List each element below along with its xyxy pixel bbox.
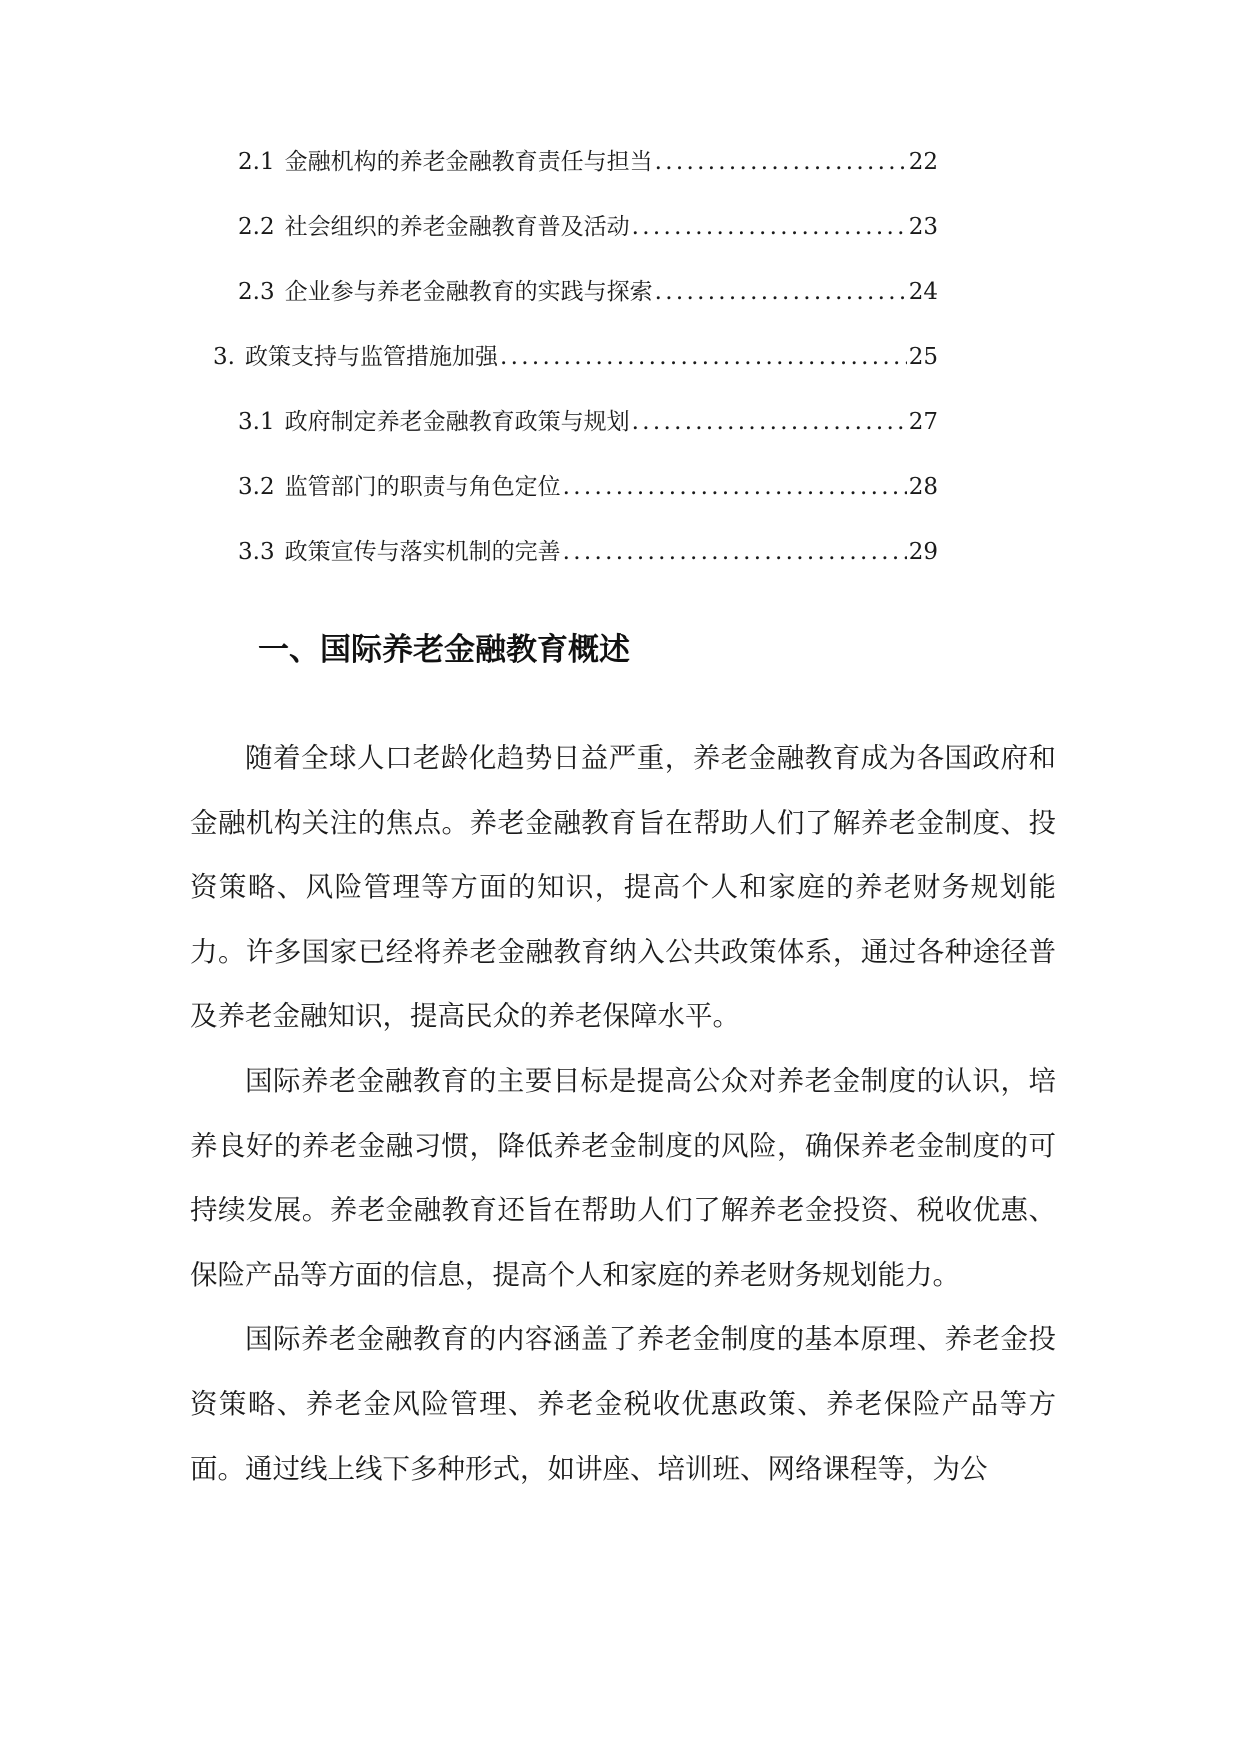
toc-entry-title: 政策宣传与落实机制的完善: [284, 539, 561, 565]
toc-dot-leader: [655, 272, 907, 312]
toc-dot-leader: [632, 207, 907, 247]
toc-entry-page: 23: [908, 214, 938, 240]
toc-entry-page: 28: [908, 474, 938, 500]
toc-entry-title: 金融机构的养老金融教育责任与担当: [284, 149, 653, 175]
toc-entry-number: 3.1: [238, 409, 275, 435]
toc-entry-2-3[interactable]: [238, 272, 938, 312]
toc-entry-page: 25: [908, 344, 938, 370]
toc-entry-page: 24: [908, 279, 938, 305]
toc-entry-number: 3.: [213, 344, 235, 370]
toc-entry-3-2[interactable]: [238, 467, 938, 507]
body-text: [190, 726, 1056, 1501]
toc-entry-number: 3.2: [238, 474, 275, 500]
body-paragraph: 国际养老金融教育的内容涵盖了养老金制度的基本原理、养老金投资策略、养老金风险管理、养老金税收优惠政策、养老保险产品等方面。通过线上线下多种形式，如讲座、培训班、网络课程等，为公: [190, 1323, 1056, 1485]
toc-entry-number: 3.3: [238, 539, 275, 565]
toc-entry-3-3[interactable]: [238, 532, 938, 572]
toc-entry-title: 企业参与养老金融教育的实践与探索: [284, 279, 653, 305]
toc-entry-number: 2.1: [238, 149, 275, 175]
toc-entry-page: 22: [908, 149, 938, 175]
toc-entry-title: 政府制定养老金融教育政策与规划: [284, 409, 630, 435]
toc-entry-page: 29: [908, 539, 938, 565]
toc-entry-3[interactable]: [213, 337, 938, 377]
toc-entry-3-1[interactable]: [238, 402, 938, 442]
toc-dot-leader: [500, 337, 907, 377]
toc-dot-leader: [563, 467, 907, 507]
toc-entry-2-2[interactable]: [238, 207, 938, 247]
section-heading: 一、国际养老金融教育概述: [258, 632, 630, 668]
toc-entry-number: 2.2: [238, 214, 275, 240]
toc-dot-leader: [655, 142, 907, 182]
toc-entry-page: 27: [908, 409, 938, 435]
toc-dot-leader: [632, 402, 907, 442]
body-paragraph: 随着全球人口老龄化趋势日益严重，养老金融教育成为各国政府和金融机构关注的焦点。养老金融教育旨在帮助人们了解养老金制度、投资策略、风险管理等方面的知识，提高个人和家庭的养老财务规划能力。许多国家已经将养老金融教育纳入公共政策体系，通过各种途径普及养老金融知识，提高民众的养老保障水平。: [190, 742, 1056, 1033]
toc-entry-2-1[interactable]: [238, 142, 938, 182]
toc-entry-title: 社会组织的养老金融教育普及活动: [284, 214, 630, 240]
toc-entry-title: 政策支持与监管措施加强: [244, 344, 498, 370]
toc-entry-title: 监管部门的职责与角色定位: [284, 474, 561, 500]
toc-dot-leader: [563, 532, 907, 572]
body-paragraph: 国际养老金融教育的主要目标是提高公众对养老金制度的认识，培养良好的养老金融习惯，降低养老金制度的风险，确保养老金制度的可持续发展。养老金融教育还旨在帮助人们了解养老金投资、税收优惠、保险产品等方面的信息，提高个人和家庭的养老财务规划能力。: [190, 1064, 1056, 1291]
toc-entry-number: 2.3: [238, 279, 275, 305]
